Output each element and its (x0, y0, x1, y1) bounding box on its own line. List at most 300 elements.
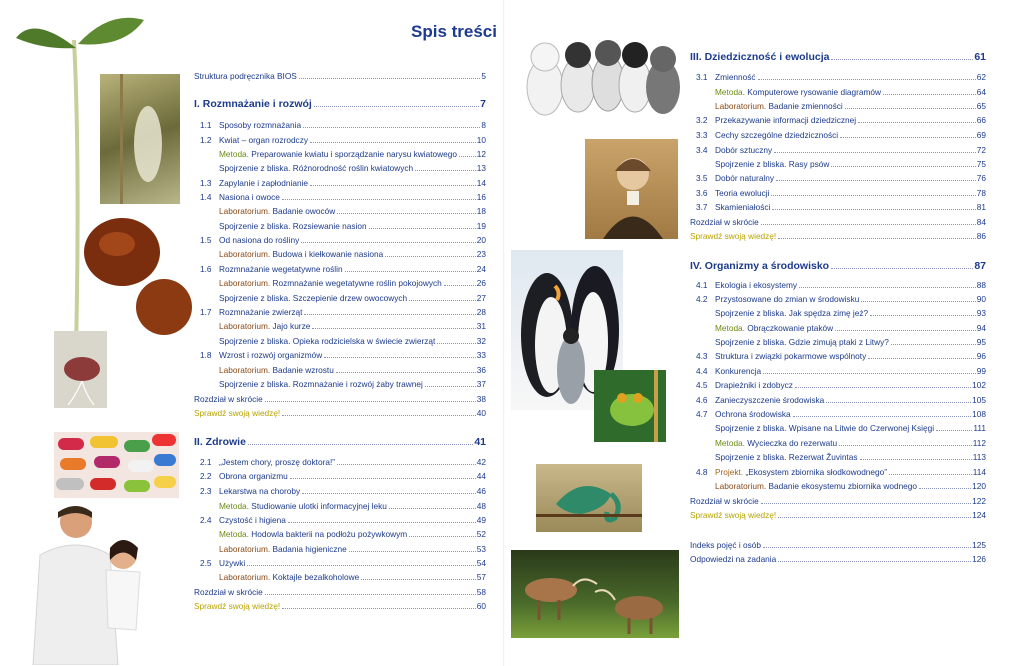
toc-section-number: 4.4 (696, 366, 708, 376)
toc-section-number: 3.6 (696, 188, 708, 198)
toc-entry-title: Badania higieniczne (272, 544, 347, 554)
toc-entry-label (219, 149, 457, 159)
toc-dot-leader (840, 137, 976, 138)
toc-entry-title: Drapieżniki i zdobycz (715, 380, 793, 390)
toc-dot-leader (337, 213, 476, 214)
toc-page-number: 42 (476, 457, 486, 467)
toc-section-number: 1.3 (200, 178, 212, 188)
toc-entry-label (690, 540, 761, 550)
left-page (0, 0, 505, 666)
toc-entry[interactable] (690, 115, 986, 127)
toc-dot-leader (415, 170, 476, 171)
toc-entry[interactable] (690, 260, 986, 272)
toc-entry-title: Rozmnażanie zwierząt (219, 307, 303, 317)
toc-page-number: 58 (476, 587, 486, 597)
toc-entry-title: Gdzie zimują ptaki z Litwy? (788, 337, 889, 347)
toc-dot-leader (336, 372, 476, 373)
toc-entry-label (219, 264, 343, 274)
toc-entry-label (219, 307, 302, 317)
toc-entry[interactable] (194, 408, 486, 420)
toc-entry-label (194, 601, 280, 611)
toc-entry[interactable] (690, 510, 986, 522)
toc-entry-title: Sprawdź swoją wiedzę! (690, 510, 777, 520)
toc-page-number: 8 (481, 120, 486, 130)
toc-entry-label (715, 202, 770, 212)
toc-entry-prefix: Spojrzenie z bliska. (219, 336, 291, 346)
toc-entry[interactable] (690, 159, 986, 171)
toc-section-number: 2.1 (200, 457, 212, 467)
toc-page-number: 31 (476, 321, 486, 331)
toc-entry-label (690, 496, 759, 506)
toc-entry-title: „Ekosystem zbiornika słodkowodnego” (745, 467, 888, 477)
toc-entry[interactable] (690, 452, 986, 464)
toc-page-number: 69 (976, 130, 986, 140)
toc-entry[interactable] (690, 438, 986, 450)
toc-entry-title: Przystosowane do zmian w środowisku (715, 294, 860, 304)
toc-dot-leader (282, 608, 476, 609)
toc-entry-prefix: Metoda. (219, 149, 249, 159)
toc-entry-label (715, 173, 774, 183)
toc-dot-leader (444, 285, 476, 286)
toc-page-number: 26 (476, 278, 486, 288)
toc-entry[interactable] (690, 294, 986, 306)
toc-page-number: 84 (976, 217, 986, 227)
toc-dot-leader (312, 328, 475, 329)
toc-entry[interactable] (194, 529, 486, 541)
toc-entry-label (715, 72, 756, 82)
toc-entry-title: Obrączkowanie ptaków (747, 323, 834, 333)
toc-page-number: 12 (476, 149, 486, 159)
toc-page-number: 88 (976, 280, 986, 290)
toc-entry-title: Rozmnażanie i rozwój żaby trawnej (292, 379, 423, 389)
toc-entry-prefix: Laboratorium. (219, 544, 271, 554)
toc-section-number: 4.8 (696, 467, 708, 477)
toc-entry[interactable] (690, 173, 986, 185)
toc-entry-label (690, 510, 776, 520)
toc-section-number: 3.7 (696, 202, 708, 212)
toc-section-number: 2.4 (200, 515, 212, 525)
toc-entry[interactable] (690, 72, 986, 84)
toc-entry-label (715, 467, 887, 477)
toc-entry-title: Zanieczyszczenie środowiska (715, 395, 825, 405)
toc-dot-leader (265, 594, 476, 595)
toc-entry-prefix: Spojrzenie z bliska. (219, 221, 291, 231)
toc-entry-title: Badanie ekosystemu zbiornika wodnego (768, 481, 918, 491)
toc-entry[interactable] (690, 554, 986, 566)
toc-entry-title: Obrona organizmu (219, 471, 288, 481)
toc-entry[interactable] (194, 436, 486, 448)
toc-page-number: 105 (972, 395, 986, 405)
toc-dot-leader (761, 224, 976, 225)
toc-entry-title: Badanie zmienności (768, 101, 843, 111)
toc-entry[interactable] (194, 163, 486, 175)
toc-entry-label (194, 98, 312, 110)
toc-entry[interactable] (690, 366, 986, 378)
toc-entry[interactable] (690, 145, 986, 157)
toc-page-number: 112 (972, 438, 986, 448)
toc-entry-title: Ekologia i ekosystemy (715, 280, 798, 290)
toc-entry-label (194, 394, 263, 404)
toc-page-number: 33 (476, 350, 486, 360)
toc-entry[interactable] (194, 249, 486, 261)
toc-dot-leader (301, 242, 476, 243)
toc-section-number: 4.2 (696, 294, 708, 304)
toc-dot-leader (389, 508, 476, 509)
toc-section-number: 3.3 (696, 130, 708, 140)
toc-page-number: 93 (976, 308, 986, 318)
toc-entry[interactable] (194, 471, 486, 483)
toc-entry-label (219, 178, 308, 188)
toc-dot-leader (861, 301, 975, 302)
toc-dot-leader (845, 108, 976, 109)
toc-entry[interactable] (194, 558, 486, 570)
toc-entry[interactable] (194, 486, 486, 498)
toc-entry-prefix: Laboratorium. (219, 206, 271, 216)
toc-section-number: 4.1 (696, 280, 708, 290)
toc-entry-label (715, 452, 858, 462)
toc-entry-prefix: Spojrzenie z bliska. (715, 308, 787, 318)
toc-dot-leader (282, 199, 476, 200)
toc-entry[interactable] (194, 293, 486, 305)
toc-entry-title: Cechy szczególne dziedziczności (715, 130, 839, 140)
toc-entry[interactable] (690, 202, 986, 214)
toc-page-number: 76 (976, 173, 986, 183)
toc-page-number: 64 (976, 87, 986, 97)
toc-entry-label (219, 278, 442, 288)
toc-entry-title: Koktajle bezalkoholowe (272, 572, 360, 582)
toc-entry[interactable] (690, 217, 986, 229)
toc-entry-prefix: Metoda. (219, 529, 249, 539)
toc-entry[interactable] (194, 221, 486, 233)
toc-entry-prefix: Spojrzenie z bliska. (715, 159, 787, 169)
toc-entry-label (194, 587, 263, 597)
toc-entry-label (219, 379, 423, 389)
toc-dot-leader (883, 94, 976, 95)
toc-page-number: 5 (481, 71, 486, 81)
toc-dot-leader (758, 79, 976, 80)
toc-entry-title: Nasiona i owoce (219, 192, 280, 202)
toc-left-column (194, 71, 486, 616)
toc-dot-leader (835, 330, 976, 331)
toc-entry-title: Budowa i kiełkowanie nasiona (272, 249, 384, 259)
toc-entry-prefix: Metoda. (219, 501, 249, 511)
page-title: Spis treści (411, 22, 497, 41)
toc-entry[interactable] (690, 395, 986, 407)
toc-entry-prefix: Metoda. (715, 323, 745, 333)
toc-page-number: 7 (480, 98, 486, 110)
toc-entry-prefix: Spojrzenie z bliska. (219, 379, 291, 389)
toc-entry[interactable] (194, 587, 486, 599)
pills-image (54, 432, 179, 498)
toc-dot-leader (310, 142, 476, 143)
toc-entry[interactable] (690, 351, 986, 363)
toc-entry-prefix: Spojrzenie z bliska. (715, 337, 787, 347)
toc-entry[interactable] (194, 515, 486, 527)
toc-dot-leader (793, 416, 972, 417)
toc-entry-label (219, 293, 407, 303)
toc-dot-leader (891, 344, 976, 345)
toc-entry[interactable] (194, 601, 486, 613)
toc-entry-title: Sposoby rozmnażania (219, 120, 302, 130)
toc-entry-title: „Jestem chory, proszę doktora!” (219, 457, 336, 467)
toc-entry[interactable] (690, 308, 986, 320)
toc-entry[interactable] (690, 467, 986, 479)
toc-entry-label (715, 188, 769, 198)
toc-entry[interactable] (690, 409, 986, 421)
toc-page-number: 57 (476, 572, 486, 582)
toc-dot-leader (795, 387, 971, 388)
toc-dot-leader (247, 565, 475, 566)
toc-entry-title: Skamieniałości (715, 202, 771, 212)
toc-page-number: 126 (972, 554, 986, 564)
toc-entry[interactable] (690, 323, 986, 335)
toc-dot-leader (839, 445, 972, 446)
toc-page-number: 87 (974, 260, 986, 272)
toc-section-number: 1.7 (200, 307, 212, 317)
toc-page-number: 66 (976, 115, 986, 125)
toc-dot-leader (324, 357, 475, 358)
toc-entry-label (690, 260, 829, 272)
toc-page-number: 75 (976, 159, 986, 169)
bean-image (54, 331, 107, 408)
right-page (505, 0, 1024, 666)
toc-entry[interactable] (194, 307, 486, 319)
toc-entry-title: Konkurencja (715, 366, 762, 376)
toc-entry-label (715, 323, 833, 333)
toc-entry[interactable] (194, 135, 486, 147)
toc-entry-label (219, 486, 300, 496)
toc-page-number: 18 (476, 206, 486, 216)
toc-page-number: 13 (476, 163, 486, 173)
toc-page-number: 90 (976, 294, 986, 304)
toc-page-number: 41 (474, 436, 486, 448)
toc-page-number: 86 (976, 231, 986, 241)
toc-entry[interactable] (194, 278, 486, 290)
toc-entry[interactable] (194, 120, 486, 132)
toc-entry-title: Wpisane na Litwie do Czerwonej Księgi (788, 423, 935, 433)
toc-entry[interactable] (690, 188, 986, 200)
toc-page-number: 28 (476, 307, 486, 317)
toc-dot-leader (763, 547, 971, 548)
toc-entry[interactable] (194, 572, 486, 584)
toc-entry-title: Dobór naturalny (715, 173, 775, 183)
toc-page-number: 14 (476, 178, 486, 188)
toc-page-number: 113 (972, 452, 986, 462)
toc-entry-label (219, 365, 334, 375)
toc-page-number: 10 (476, 135, 486, 145)
toc-entry-title: Odpowiedzi na zadania (690, 554, 777, 564)
toc-section-number: 1.4 (200, 192, 212, 202)
toc-entry-title: Struktura i związki pokarmowe wspólnoty (715, 351, 867, 361)
toc-entry[interactable] (194, 544, 486, 556)
toc-dot-leader (831, 268, 973, 269)
toc-entry-label (715, 159, 829, 169)
toc-entry-title: Rozdział w skrócie (690, 217, 759, 227)
toc-entry[interactable] (194, 71, 486, 83)
toc-entry[interactable] (690, 496, 986, 508)
deer-image (511, 550, 679, 638)
toc-entry[interactable] (690, 540, 986, 552)
toc-entry-label (194, 436, 246, 448)
toc-dot-leader (337, 464, 476, 465)
toc-entry-label (219, 558, 245, 568)
toc-entry[interactable] (194, 321, 486, 333)
toc-entry-label (219, 350, 322, 360)
toc-entry-prefix: Laboratorium. (219, 278, 271, 288)
toc-dot-leader (778, 238, 976, 239)
toc-dot-leader (799, 287, 976, 288)
toc-dot-leader (361, 579, 476, 580)
toc-dot-leader (345, 271, 476, 272)
toc-dot-leader (437, 343, 475, 344)
toc-dot-leader (778, 517, 971, 518)
toc-page-number: 72 (976, 145, 986, 155)
toc-entry[interactable] (690, 337, 986, 349)
toc-dot-leader (831, 166, 975, 167)
toc-entry-title: Jajo kurze (272, 321, 311, 331)
toc-section-number: 3.2 (696, 115, 708, 125)
toc-dot-leader (248, 444, 473, 445)
toc-dot-leader (761, 503, 971, 504)
toc-entry-prefix: Laboratorium. (219, 249, 271, 259)
toc-entry[interactable] (690, 130, 986, 142)
toc-dot-leader (304, 314, 475, 315)
toc-dot-leader (409, 300, 476, 301)
toc-entry-label (715, 409, 791, 419)
toc-dot-leader (776, 180, 976, 181)
toc-section-number: 1.5 (200, 235, 212, 245)
toc-page-number: 96 (976, 351, 986, 361)
toc-entry-label (219, 501, 387, 511)
toc-page-number: 16 (476, 192, 486, 202)
toc-page-number: 27 (476, 293, 486, 303)
toc-page-number: 125 (972, 540, 986, 550)
toc-page-number: 65 (976, 101, 986, 111)
toc-entry[interactable] (194, 501, 486, 513)
toc-entry[interactable] (194, 235, 486, 247)
toc-entry-label (219, 321, 310, 331)
toc-dot-leader (409, 536, 476, 537)
toc-page-number: 24 (476, 264, 486, 274)
toc-entry-label (219, 529, 407, 539)
toc-section-number: 4.7 (696, 409, 708, 419)
toc-page-number: 78 (976, 188, 986, 198)
toc-entry[interactable] (194, 365, 486, 377)
toc-entry-label (219, 471, 288, 481)
toc-entry-title: Dobór sztuczny (715, 145, 773, 155)
toc-page-number: 52 (476, 529, 486, 539)
toc-entry[interactable] (690, 101, 986, 113)
toc-entry-label (219, 336, 435, 346)
toc-entry-title: Ochrona środowiska (715, 409, 791, 419)
toc-entry-label (715, 481, 917, 491)
toc-entry[interactable] (690, 280, 986, 292)
toc-right-column (690, 51, 986, 571)
toc-page-number: 122 (972, 496, 986, 506)
toc-entry-label (715, 130, 838, 140)
toc-dot-leader (919, 488, 971, 489)
toc-entry[interactable] (194, 149, 486, 161)
toc-section-number: 2.2 (200, 471, 212, 481)
toc-entry[interactable] (194, 206, 486, 218)
toc-entry[interactable] (690, 87, 986, 99)
toc-dot-leader (290, 478, 476, 479)
toc-entry[interactable] (194, 394, 486, 406)
toc-dot-leader (772, 209, 975, 210)
toc-entry[interactable] (194, 178, 486, 190)
toc-entry[interactable] (194, 264, 486, 276)
toc-entry-label (690, 231, 776, 241)
toc-entry-title: Wzrost i rozwój organizmów (219, 350, 323, 360)
toc-page-number: 124 (972, 510, 986, 520)
toc-entry[interactable] (690, 231, 986, 243)
toc-entry-title: Sprawdź swoją wiedzę! (690, 231, 777, 241)
toc-entry[interactable] (690, 423, 986, 435)
toc-entry-title: Indeks pojęć i osób (690, 540, 762, 550)
toc-entry[interactable] (194, 192, 486, 204)
toc-section-number: 1.8 (200, 350, 212, 360)
toc-entry-label (194, 408, 280, 418)
toc-entry-title: Zmienność (715, 72, 756, 82)
toc-dot-leader (858, 122, 976, 123)
toc-dot-leader (860, 459, 972, 460)
toc-dot-leader (288, 522, 476, 523)
toc-entry-prefix: Projekt. (715, 467, 744, 477)
toc-page-number: 32 (476, 336, 486, 346)
toc-entry-title: Szczepienie drzew owocowych (292, 293, 408, 303)
toc-page-number: 61 (974, 51, 986, 63)
toc-page-number: 36 (476, 365, 486, 375)
toc-page-number: 94 (976, 323, 986, 333)
toc-entry[interactable] (194, 457, 486, 469)
toc-entry-title: Lekarstwa na choroby (219, 486, 301, 496)
toc-entry-label (715, 380, 793, 390)
toc-entry-label (715, 87, 881, 97)
toc-entry[interactable] (690, 380, 986, 392)
toc-page-number: 54 (476, 558, 486, 568)
toc-dot-leader (778, 561, 971, 562)
toc-entry-label (715, 308, 868, 318)
doctor-child-image (18, 500, 143, 665)
toc-entry[interactable] (194, 379, 486, 391)
toc-entry-title: Rozmnażanie wegetatywne roślin (219, 264, 343, 274)
toc-entry-prefix: Laboratorium. (715, 481, 767, 491)
toc-entry-label (219, 457, 335, 467)
toc-page-number: 95 (976, 337, 986, 347)
toc-dot-leader (302, 493, 476, 494)
toc-entry-prefix: Spojrzenie z bliska. (715, 423, 787, 433)
toc-entry[interactable] (194, 336, 486, 348)
toc-page-number: 44 (476, 471, 486, 481)
toc-entry-title: Rozdział w skrócie (194, 587, 263, 597)
toc-entry-label (690, 51, 829, 63)
toc-section-number: 3.1 (696, 72, 708, 82)
toc-page-number: 102 (972, 380, 986, 390)
toc-entry-label (219, 572, 359, 582)
toc-entry[interactable] (194, 350, 486, 362)
toc-entry-prefix: Spojrzenie z bliska. (219, 163, 291, 173)
toc-section-number: 1.1 (200, 120, 212, 130)
toc-entry-title: Sprawdź swoją wiedzę! (194, 408, 281, 418)
toc-page-number: 111 (973, 423, 986, 433)
toc-entry[interactable] (194, 98, 486, 110)
toc-dot-leader (831, 59, 973, 60)
toc-entry[interactable] (690, 481, 986, 493)
toc-entry[interactable] (690, 51, 986, 63)
toc-entry-title: Badanie wzrostu (272, 365, 334, 375)
chameleon-image (536, 464, 642, 532)
toc-entry-label (690, 554, 776, 564)
